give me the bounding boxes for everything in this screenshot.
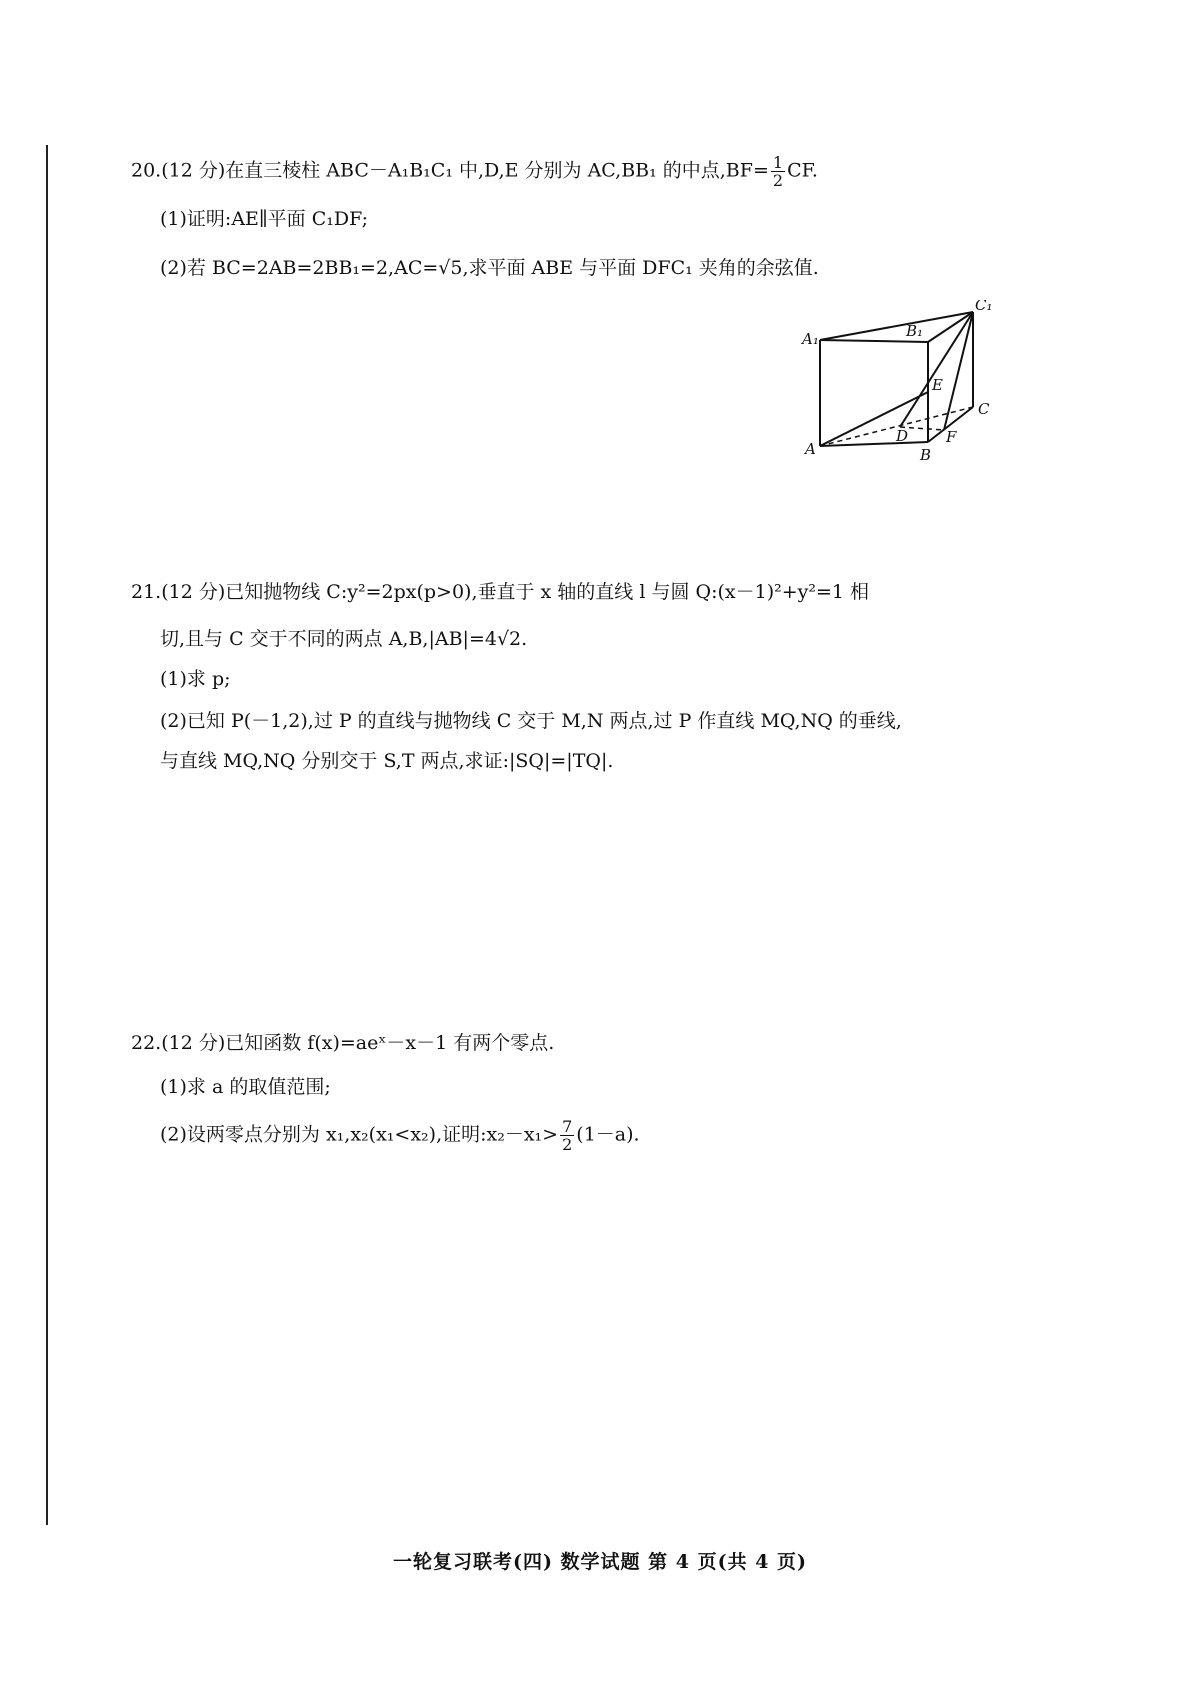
q22-part1: (1)求 a 的取值范围; — [160, 1076, 331, 1098]
q20-part2: (2)若 BC=2AB=2BB₁=2,AC=√5,求平面 ABE 与平面 DFC₁ 夹角的余弦值. — [160, 257, 819, 279]
label-e: E — [932, 376, 943, 394]
q21-part2-line1: (2)已知 P(－1,2),过 P 的直线与抛物线 C 交于 M,N 两点,过 P 作直线 MQ,NQ 的垂线, — [160, 710, 902, 732]
q22-stem: 22.(12 分)已知函数 f(x)=aeˣ－x－1 有两个零点. — [131, 1032, 555, 1054]
q20-stem — [131, 154, 818, 189]
page-footer: 一轮复习联考(四) 数学试题 第 4 页(共 4 页) — [392, 1551, 808, 1573]
q22-fraction-numerator: 7 — [562, 1117, 573, 1136]
q21-line1: 21.(12 分)已知抛物线 C:y²=2px(p>0),垂直于 x 轴的直线 l 与圆 Q:(x－1)²+y²=1 相 — [131, 581, 870, 603]
prism-figure — [800, 300, 1000, 470]
q21-part2-line2: 与直线 MQ,NQ 分别交于 S,T 两点,求证:|SQ|=|TQ|. — [160, 750, 614, 772]
label-a: A — [805, 440, 816, 458]
label-b: B — [920, 446, 932, 464]
q22-fraction — [560, 1118, 574, 1153]
edge-a1-b1 — [820, 340, 928, 342]
q20-fraction-denominator: 2 — [772, 171, 784, 190]
edge-a-e — [820, 392, 928, 446]
label-f: F — [946, 428, 957, 446]
label-c: C — [978, 400, 990, 418]
label-d: D — [896, 427, 909, 445]
q22-part2-text: (2)设两零点分别为 x₁,x₂(x₁<x₂),证明:x₂－x₁> — [160, 1123, 559, 1146]
label-a1: A₁ — [802, 330, 819, 348]
edge-c1-f — [944, 312, 973, 430]
margin-rule — [46, 145, 48, 1525]
q20-stem-text: 20.(12 分)在直三棱柱 ABC－A₁B₁C₁ 中,D,E 分别为 AC,BB₁ 的中点,BF= — [131, 159, 769, 182]
q22-fraction-denominator: 2 — [562, 1135, 573, 1154]
edge-a-b — [820, 442, 928, 446]
q20-stem-end: CF. — [787, 159, 818, 182]
q20-fraction-numerator: 1 — [772, 153, 784, 172]
q20-part1: (1)证明:AE∥平面 C₁DF; — [160, 208, 369, 230]
q22-part2-end: (1－a). — [576, 1123, 640, 1146]
q21-part1: (1)求 p; — [160, 668, 231, 690]
q22-part2 — [160, 1118, 640, 1153]
label-c1: C₁ — [975, 300, 993, 314]
q21-line2: 切,且与 C 交于不同的两点 A,B,|AB|=4√2. — [160, 628, 528, 650]
label-b1: B₁ — [906, 322, 924, 340]
edge-a1-c1 — [820, 312, 973, 340]
q20-fraction — [771, 154, 785, 189]
